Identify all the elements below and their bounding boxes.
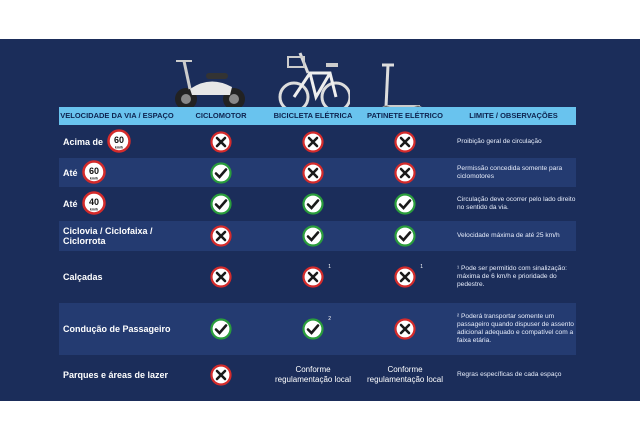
- status-cell: [175, 125, 267, 158]
- header-ciclomotor: CICLOMOTOR: [195, 111, 247, 120]
- status-cell: [267, 251, 359, 303]
- row-label: Ciclovia / Ciclofaixa / Ciclorrota: [63, 226, 153, 246]
- note-cell: [451, 187, 576, 221]
- check-icon: [302, 225, 324, 247]
- note-cell: [451, 303, 576, 355]
- status-cell: [267, 303, 359, 355]
- check-icon: [394, 193, 416, 215]
- status-cell: [267, 125, 359, 158]
- status-cell: [359, 125, 451, 158]
- table-row: [59, 355, 576, 395]
- status-cell: [175, 303, 267, 355]
- check-icon: [210, 193, 232, 215]
- bicicleta-eletrica-illustration: [278, 43, 350, 115]
- note-text: Permissão concedida somente para ciclomotores: [457, 164, 563, 180]
- status-cell: [359, 355, 451, 395]
- status-cell: [267, 221, 359, 251]
- status-text: Conforme regulamentação local: [366, 365, 444, 384]
- speed-limit-sign-icon: [82, 160, 106, 186]
- table-row: [59, 221, 576, 251]
- note-text: Velocidade máxima de até 25 km/h: [457, 232, 560, 239]
- cross-icon: [302, 162, 324, 184]
- footnote-marker: 1: [420, 264, 423, 270]
- status-cell: [359, 303, 451, 355]
- speed-limit-value: 60: [88, 165, 99, 176]
- cross-icon: [210, 131, 232, 153]
- status-cell: [267, 355, 359, 395]
- footnote-marker: 1: [328, 264, 331, 270]
- table-row: [59, 158, 576, 187]
- speed-limit-value: 40: [88, 197, 99, 207]
- speed-limit-unit: km/h: [89, 207, 98, 212]
- header-patinete: PATINETE ELÉTRICO: [367, 111, 443, 120]
- speed-limit-sign-icon: [82, 191, 106, 217]
- row-label-cell: [59, 221, 175, 251]
- table-header: [59, 107, 576, 125]
- status-cell: [175, 355, 267, 395]
- table-row: [59, 303, 576, 355]
- note-text: Proibição geral de circulação: [457, 137, 542, 145]
- status-cell: [359, 158, 451, 187]
- cross-icon: [394, 131, 416, 153]
- row-label-cell: [59, 251, 175, 303]
- note-cell: [451, 355, 576, 395]
- cross-icon: [394, 264, 423, 288]
- table-row: [59, 251, 576, 303]
- check-icon: [302, 316, 331, 340]
- status-cell: [359, 187, 451, 221]
- check-icon: [394, 225, 416, 247]
- row-label: Condução de Passageiro: [63, 324, 171, 334]
- note-text: ² Poderá transportar somente um passageiro quando dispuser de assento adicional adequado e compatível com a faixa etária.: [457, 313, 574, 344]
- note-cell: [451, 221, 576, 251]
- status-cell: [175, 251, 267, 303]
- status-cell: [175, 187, 267, 221]
- check-icon: [210, 318, 232, 340]
- table-row: [59, 125, 576, 158]
- cross-icon: [302, 264, 331, 288]
- row-label: Parques e áreas de lazer: [63, 370, 169, 380]
- header-bicicleta: BICICLETA ELÉTRICA: [273, 111, 353, 120]
- cross-icon: [210, 225, 232, 247]
- note-cell: [451, 251, 576, 303]
- row-label: Até: [63, 167, 78, 178]
- table-row: [59, 187, 576, 221]
- note-text: Circulação deve ocorrer pelo lado direito no sentido da via.: [457, 196, 576, 211]
- note-text: ¹ Pode ser permitido com sinalização: máxima de 6 km/h e prioridade do pedestre.: [457, 265, 567, 288]
- status-cell: [267, 187, 359, 221]
- speed-limit-unit: km/h: [114, 145, 124, 149]
- status-text: Conforme regulamentação local: [274, 365, 352, 384]
- header-speed: VELOCIDADE DA VIA / ESPAÇO: [60, 111, 174, 120]
- row-label-cell: [59, 187, 175, 221]
- row-label: Calçadas: [63, 272, 103, 282]
- note-cell: [451, 158, 576, 187]
- note-cell: [451, 125, 576, 158]
- cross-icon: [302, 131, 324, 153]
- status-cell: [267, 158, 359, 187]
- status-cell: [175, 158, 267, 187]
- status-cell: [359, 251, 451, 303]
- cross-icon: [394, 162, 416, 184]
- header-limite: LIMITE / OBSERVAÇÕES: [469, 111, 558, 120]
- row-label-cell: [59, 355, 175, 395]
- row-label: Até: [63, 199, 78, 209]
- speed-limit-value: 60: [114, 134, 125, 145]
- check-icon: [302, 193, 324, 215]
- infographic-panel: [0, 39, 640, 401]
- footnote-marker: 2: [328, 316, 331, 322]
- status-cell: [175, 221, 267, 251]
- row-label-cell: [59, 125, 175, 158]
- row-label-cell: [59, 158, 175, 187]
- ciclomotor-illustration: [170, 53, 250, 113]
- status-cell: [359, 221, 451, 251]
- note-text: Regras específicas de cada espaço: [457, 371, 562, 378]
- cross-icon: [210, 364, 232, 386]
- speed-limit-unit: km/h: [89, 176, 98, 180]
- row-label: Acima de: [63, 136, 104, 147]
- cross-icon: [210, 266, 232, 288]
- speed-limit-sign-icon: [107, 129, 131, 155]
- check-icon: [210, 162, 232, 184]
- cross-icon: [394, 318, 416, 340]
- row-label-cell: [59, 303, 175, 355]
